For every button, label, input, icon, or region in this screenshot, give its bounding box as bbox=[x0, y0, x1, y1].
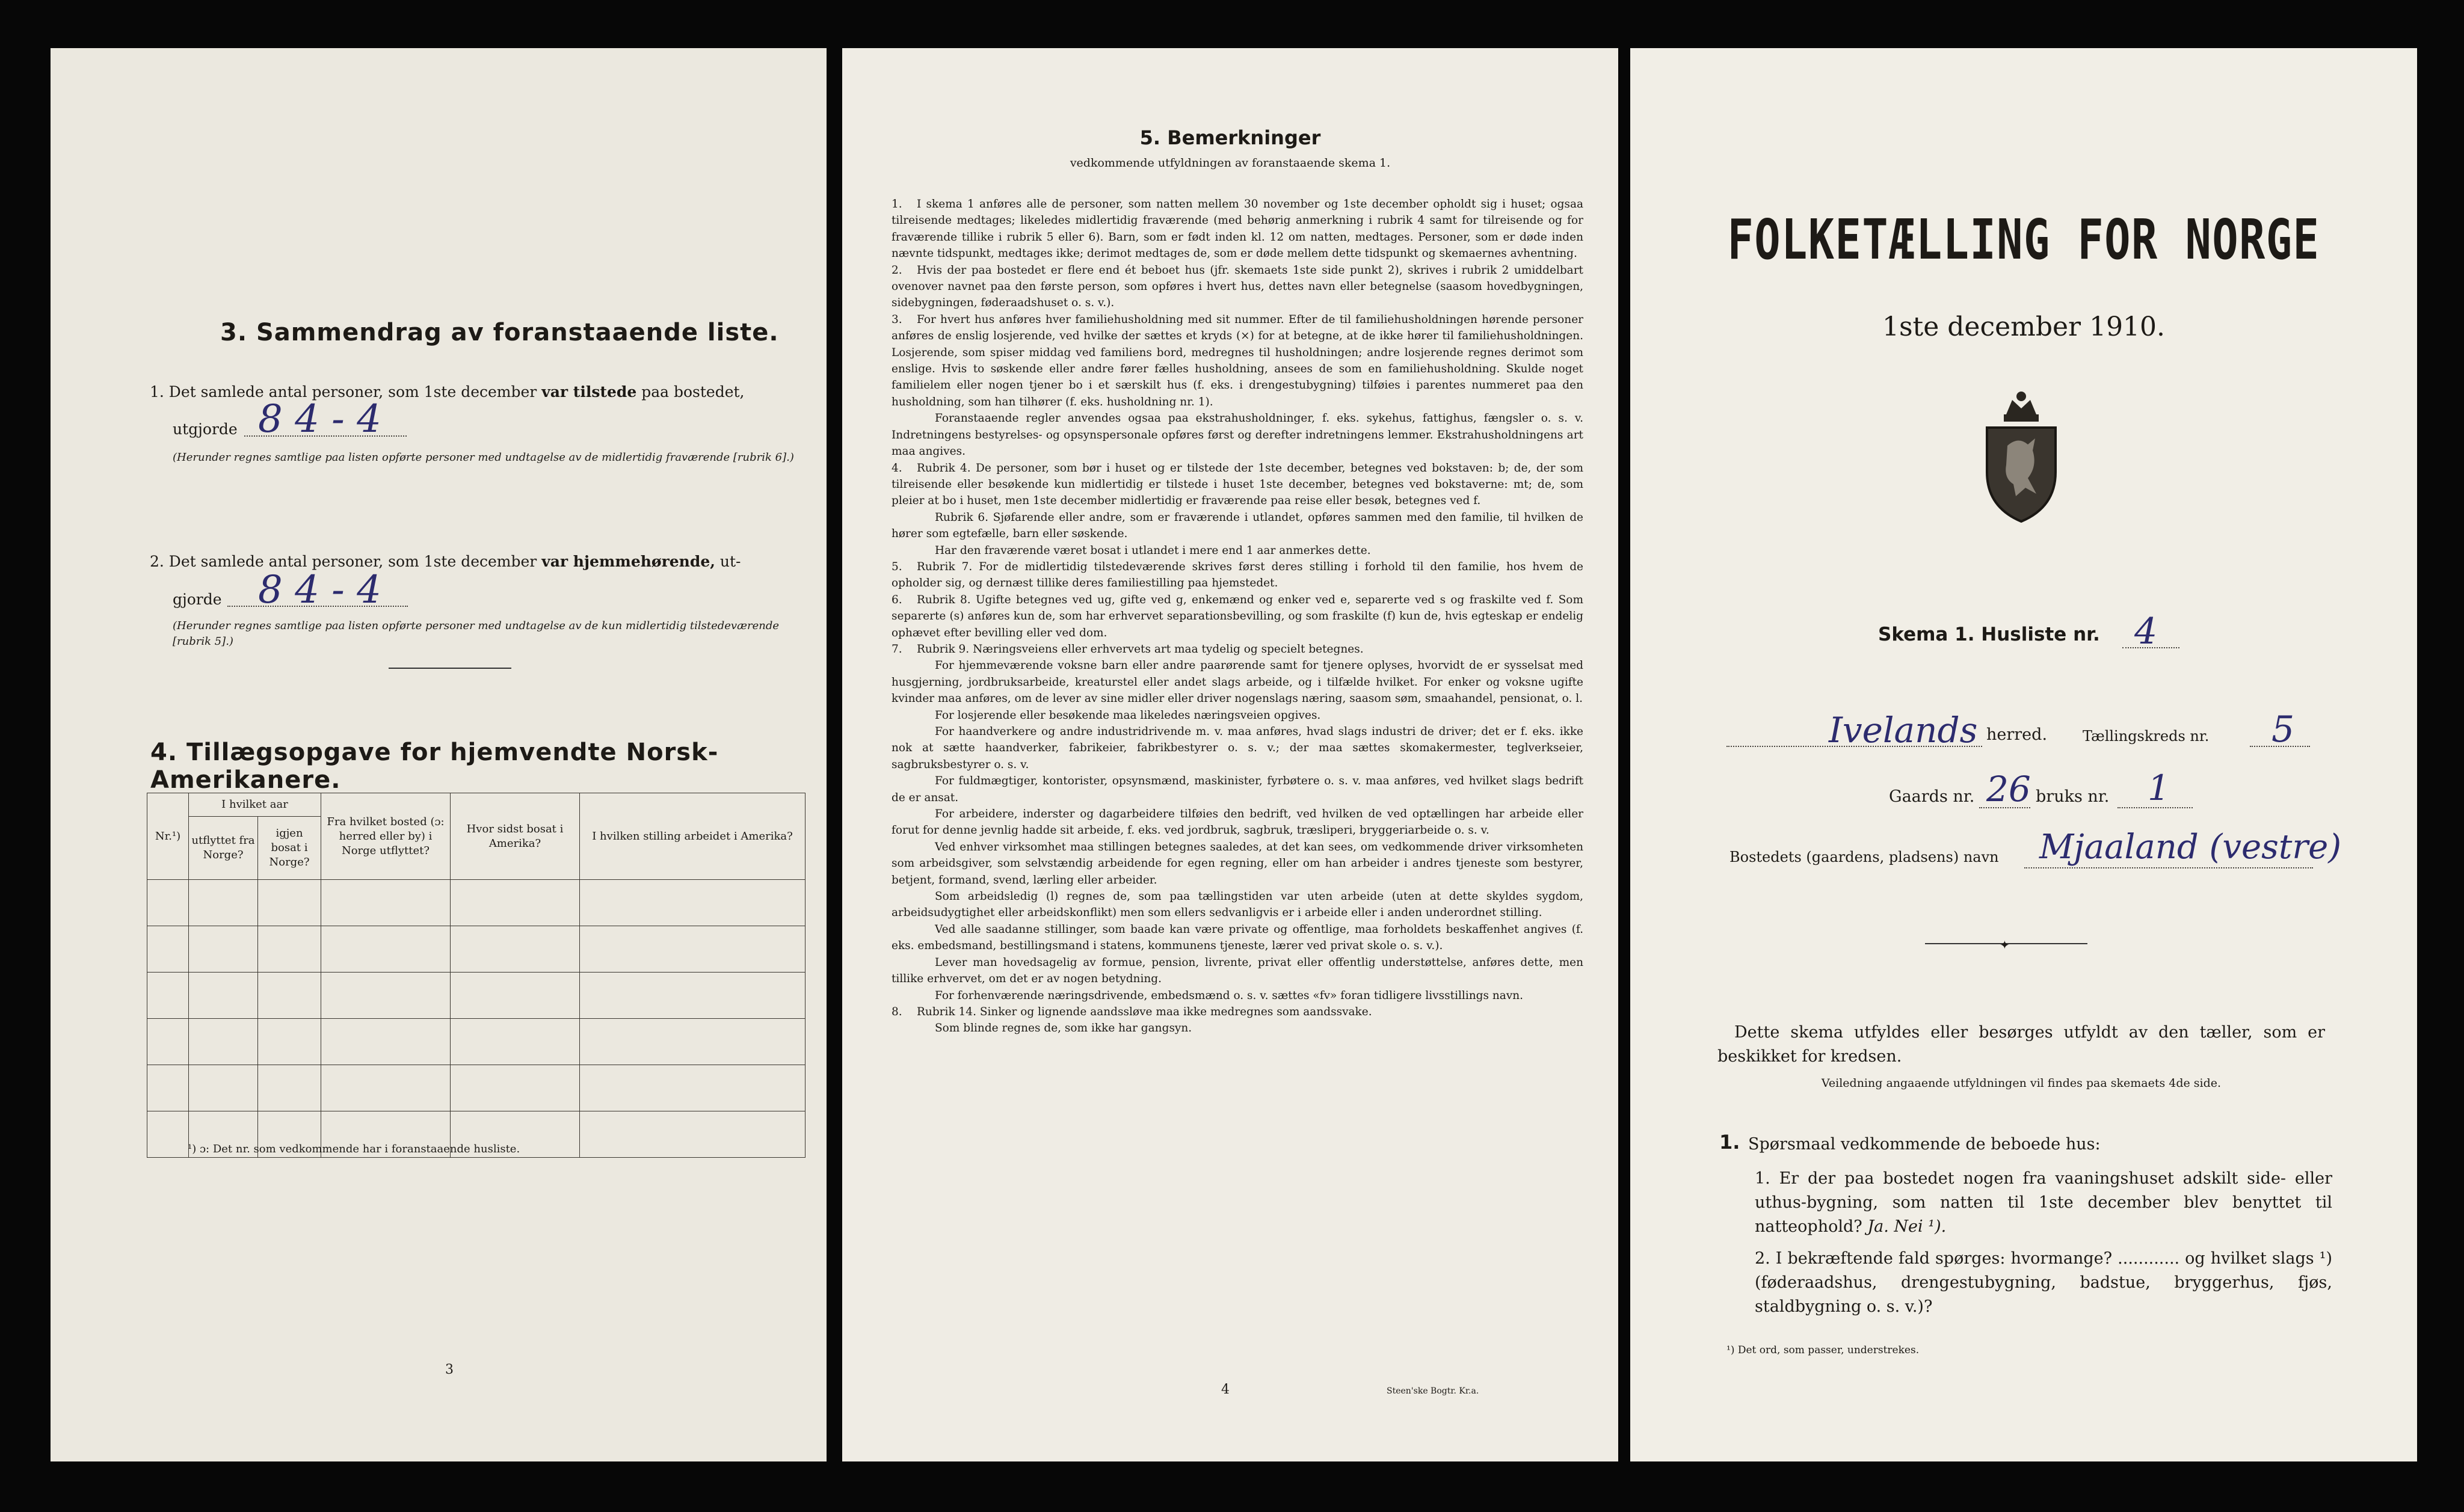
remark-paragraph: For fuldmægtiger, kontorister, opsynsmænd, maskinister, fyrbøtere o. s. v. maa anføres, ved hvilket slags bedrift de er ansat. bbox=[892, 775, 1583, 804]
col-year-group: I hvilket aar bbox=[189, 793, 321, 817]
page-number: 3 bbox=[445, 1362, 454, 1377]
coat-of-arms-icon bbox=[1970, 388, 2072, 526]
handwritten-house-number: 4 bbox=[2134, 610, 2158, 653]
remark-paragraph: 1. I skema 1 anføres alle de personer, som natten mellem 30 november og 1ste december opholdt sig i huset; ogsaa tilreisende medtages; likeledes midlertidig fraværende (med behørig anmerkning i rubrik 4 samt for tilreisende og for fraværende tillike i rubrik 5 eller 6). Barn, som er født inden kl. 12 om natten, medtages. Personer, som er døde inden nævnte tidspunkt, medtages ikke; derimot medtages de, som er døde mellem dette tidspunkt og skemaernes avhentning. bbox=[892, 198, 1583, 260]
cover-page bbox=[1630, 48, 2417, 1461]
question-header: Spørsmaal vedkommende de beboede hus: bbox=[1748, 1135, 2101, 1154]
handwritten-herred: Ivelands bbox=[1829, 710, 1978, 751]
remark-paragraph: Rubrik 6. Sjøfarende eller andre, som er fraværende i utlandet, opføres sammen med den familie, til hvilken de hører som egtefælle, barn eller søskende. bbox=[892, 511, 1583, 541]
ornament-icon: ✦ bbox=[2000, 938, 2010, 952]
census-title: FOLKETÆLLING FOR NORGE bbox=[1727, 207, 2320, 272]
table-row bbox=[147, 926, 805, 973]
col-occupation: I hvilken stilling arbeidet i Amerika? bbox=[580, 793, 805, 880]
summary-item-1-note: (Herunder regnes samtlige paa listen opførte personer med undtagelse av de midlertidig fraværende [rubrik 6].) bbox=[173, 451, 794, 464]
table-row bbox=[147, 1019, 805, 1065]
remark-paragraph: For haandverkere og andre industridrivende m. v. maa anføres, hvad slags industri de driver; det er f. eks. ikke nok at sætte haandverker, fabrikeier, fabrikbestyrer o. s. v.; der maa sættes skomakermester, teglverkseier, sagbruksbestyrer o. s. v. bbox=[892, 725, 1583, 771]
summary-item-2-note: (Herunder regnes samtlige paa listen opførte personer med undtagelse av de kun midlertidig tilstedeværende [rubrik 5].) bbox=[173, 619, 780, 648]
remark-paragraph: Foranstaaende regler anvendes ogsaa paa ekstrahusholdninger, f. eks. sykehus, fattighus, fængsler o. s. v. Indretningens bestyrelses- og opsynspersonale opføres først og derefter indretningens lemmer. Ekstrahusholdningens art maa angives. bbox=[892, 412, 1583, 458]
page-4-remarks bbox=[842, 48, 1618, 1461]
section-3-title: 3. Sammendrag av foranstaaende liste. bbox=[220, 319, 779, 346]
summary-item-1: 1. Det samlede antal personer, som 1ste december var tilstede paa bostedet, bbox=[150, 383, 745, 401]
handwritten-gaards: 26 bbox=[1986, 769, 2031, 810]
remark-paragraph: 8. Rubrik 14. Sinker og lignende aandssløve maa ikke medregnes som aandssvake. bbox=[892, 1005, 1372, 1018]
remark-paragraph: 4. Rubrik 4. De personer, som bør i huset og er tilstede der 1ste december, betegnes ved bokstaven: b; de, der som tilreisende eller besøkende kun midlertidig er tilstede i huset 1ste december, betegnes ved bokstaverne: mt; de, som pleier at bo i huset, men 1ste december midlertidig er fraværende paa reise eller besøk, betegnes ved f. bbox=[892, 461, 1583, 508]
remarks-list bbox=[892, 196, 1583, 1037]
remark-paragraph: Lever man hovedsagelig av formue, pension, livrente, privat eller offentlig understøttelse, anføres dette, men tillike erhvervet, om det er av nogen betydning. bbox=[892, 956, 1583, 986]
handwritten-bruks: 1 bbox=[2148, 767, 2170, 808]
summary-item-2-label: gjorde bbox=[173, 591, 222, 608]
bruks-label: bruks nr. bbox=[2036, 787, 2110, 806]
section-4-title: 4. Tillægsopgave for hjemvendte Norsk-Amerikanere. bbox=[150, 739, 719, 794]
remarks-subtitle: vedkommende utfyldningen av foranstaaende skema 1. bbox=[1070, 156, 1391, 170]
remark-paragraph: 2. Hvis der paa bostedet er flere end ét beboet hus (jfr. skemaets 1ste side punkt 2), skrives i rubrik 2 umiddelbart ovenover navnet paa den første person, som opføres i hvert hus, dettes navn eller betegnelse (saasom hovedbygningen, sidebygningen, føderaadshuset o. s. v.). bbox=[892, 263, 1583, 310]
printer-mark: Steen'ske Bogtr. Kr.a. bbox=[1387, 1386, 1479, 1396]
summary-item-2: 2. Det samlede antal personer, som 1ste december var hjemmehørende, ut- bbox=[150, 553, 741, 570]
remark-paragraph: Ved alle saadanne stillinger, som baade kan være private og offentlige, maa forholdets beskaffenhet angives (f. eks. embedsmand, bestillingsmand i statens, kommunens tjeneste, lærer ved privat skole o. s. v.). bbox=[892, 923, 1583, 953]
handwritten-kreds: 5 bbox=[2272, 708, 2295, 751]
remark-paragraph: 3. For hvert hus anføres hver familiehusholdning med sit nummer. Efter de til familiehusholdningen hørende personer anføres de enslig losjerende, ved hvilke der sættes et kryds (×) for at betegne, at de ikke hører til familiehusholdningen. Losjerende, som spiser middag ved familiens bord, medregnes til husholdningen; andre losjerende regnes derimot som enslige. Hvis to søskende eller andre fører fælles husholdning, ansees de som en familiehusholdning. Skulde noget familielem eller nogen tjener bo i et særskilt hus (f. eks. i drengestubygning) tilføies i parentes nummeret paa den husholdning, som han tilhører (f. eks. husholdning nr. 1). bbox=[892, 313, 1583, 408]
remark-paragraph: Ved enhver virksomhet maa stillingen betegnes saaledes, at det kan sees, om vedkommende driver virksomheten som arbeidsgiver, som selvstændig arbeidende for egen regning, eller om han arbeider i andres tjeneste som bestyrer, betjent, formand, svend, lærling eller arbeider. bbox=[892, 840, 1583, 887]
norwegian-american-table bbox=[147, 793, 805, 1158]
remark-paragraph: 6. Rubrik 8. Ugifte betegnes ved ug, gifte ved g, enkemænd og enker ved e, separerte ved s og fraskilte ved f. Som separerte (s) anføres kun de, som har erhvervet separationsbevilling, og som fraskilte (f) kun de, hvis egteskap er endelig ophævet efter bevilling eller ved dom. bbox=[892, 593, 1583, 639]
question-1: 1. Er der paa bostedet nogen fra vaaningshuset adskilt side- eller uthus-bygning, som natten til 1ste december blev benyttet til natteophold? Ja. Nei ¹). bbox=[1755, 1169, 2332, 1236]
table-row bbox=[147, 880, 805, 926]
question-section-number: 1. bbox=[1719, 1131, 1740, 1154]
bosted-label: Bostedets (gaardens, pladsens) navn bbox=[1729, 849, 1999, 865]
remark-paragraph: Har den fraværende været bosat i utlandet i mere end 1 aar anmerkes dette. bbox=[935, 544, 1371, 557]
col-returned: igjen bosat i Norge? bbox=[258, 817, 321, 880]
gaards-label: Gaards nr. bbox=[1889, 787, 1975, 806]
cover-footnote: ¹) Det ord, som passer, understrekes. bbox=[1726, 1344, 1920, 1356]
remark-paragraph: For forhenværende næringsdrivende, embedsmænd o. s. v. sættes «fv» foran tidligere livsstillings navn. bbox=[935, 989, 1524, 1002]
col-emigrated: utflyttet fra Norge? bbox=[189, 817, 258, 880]
question-2: 2. I bekræftende fald spørges: hvormange? ............ og hvilket slags ¹) (føderaadshus, drengestubygning, badstue, bryggerhus, fjøs, staldbygning o. s. v.)? bbox=[1755, 1249, 2332, 1316]
remarks-title: 5. Bemerkninger bbox=[1139, 126, 1321, 149]
kreds-label: Tællingskreds nr. bbox=[2083, 728, 2210, 745]
handwritten-count-present: 8 4 - 4 bbox=[258, 397, 381, 441]
handwritten-bosted: Mjaaland (vestre) bbox=[2039, 828, 2342, 867]
remark-paragraph: For arbeidere, inderster og dagarbeidere tilføies den bedrift, ved hvilken de ved optællingen har arbeide eller forut for denne jevnlig hadde sit arbeide, f. eks. ved jordbruk, sagbruk, træsliperi, bryggeriarbeide o. s. v. bbox=[892, 808, 1583, 837]
remark-paragraph: Som arbeidsledig (l) regnes de, som paa tællingstiden var uten arbeide (uten at dette skyldes sygdom, arbeidsudygtighet eller arbeidskonflikt) men som ellers sedvanligvis er i arbeide eller i anden underordnet stilling. bbox=[892, 890, 1583, 920]
table-row bbox=[147, 1065, 805, 1111]
col-last-address: Hvor sidst bosat i Amerika? bbox=[451, 793, 580, 880]
schema-label: Skema 1. Husliste nr. bbox=[1878, 624, 2100, 645]
page-3 bbox=[51, 48, 827, 1461]
remark-paragraph: For losjerende eller besøkende maa likeledes næringsveien opgives. bbox=[935, 708, 1321, 722]
col-from-where: Fra hvilket bosted (ɔ: herred eller by) i Norge utflyttet? bbox=[321, 793, 451, 880]
census-date: 1ste december 1910. bbox=[1882, 312, 2166, 342]
table-row bbox=[147, 973, 805, 1019]
handwritten-count-resident: 8 4 - 4 bbox=[258, 568, 381, 612]
remark-paragraph: 7. Rubrik 9. Næringsveiens eller erhvervets art maa tydelig og specielt betegnes. bbox=[892, 642, 1364, 656]
guidance-text: Veiledning angaaende utfyldningen vil findes paa skemaets 4de side. bbox=[1821, 1077, 2222, 1090]
divider bbox=[389, 668, 511, 669]
page-number: 4 bbox=[1221, 1382, 1230, 1397]
summary-item-1-label: utgjorde bbox=[173, 420, 238, 438]
table-footnote: ¹) ɔ: Det nr. som vedkommende har i foranstaaende husliste. bbox=[188, 1143, 520, 1155]
remark-paragraph: For hjemmeværende voksne barn eller andre paarørende samt for tjenere oplyses, hvorvidt de er sysselsat med husgjerning, jordbruksarbeide, kreaturstel eller andet slags arbeide, og i tilfælde hvilket. For enker og voksne ugifte kvinder maa anføres, om de lever av sine midler eller driver nogenslags næring, saasom søm, smaahandel, pensionat, o. l. bbox=[892, 659, 1583, 705]
answer-line bbox=[2024, 867, 2313, 868]
remark-paragraph: Som blinde regnes de, som ikke har gangsyn. bbox=[935, 1022, 1192, 1035]
instruction-text: Dette skema utfyldes eller besørges utfyldt av den tæller, som er beskikket for kredsen. bbox=[1717, 1023, 2325, 1066]
remark-paragraph: 5. Rubrik 7. For de midlertidig tilstedeværende skrives først deres stilling i forhold til den familie, hos hvem de opholder sig, og dernæst tillike deres familiestilling paa hjemstedet. bbox=[892, 560, 1583, 590]
herred-label: herred. bbox=[1986, 725, 2048, 744]
col-nr: Nr.¹) bbox=[147, 793, 189, 880]
